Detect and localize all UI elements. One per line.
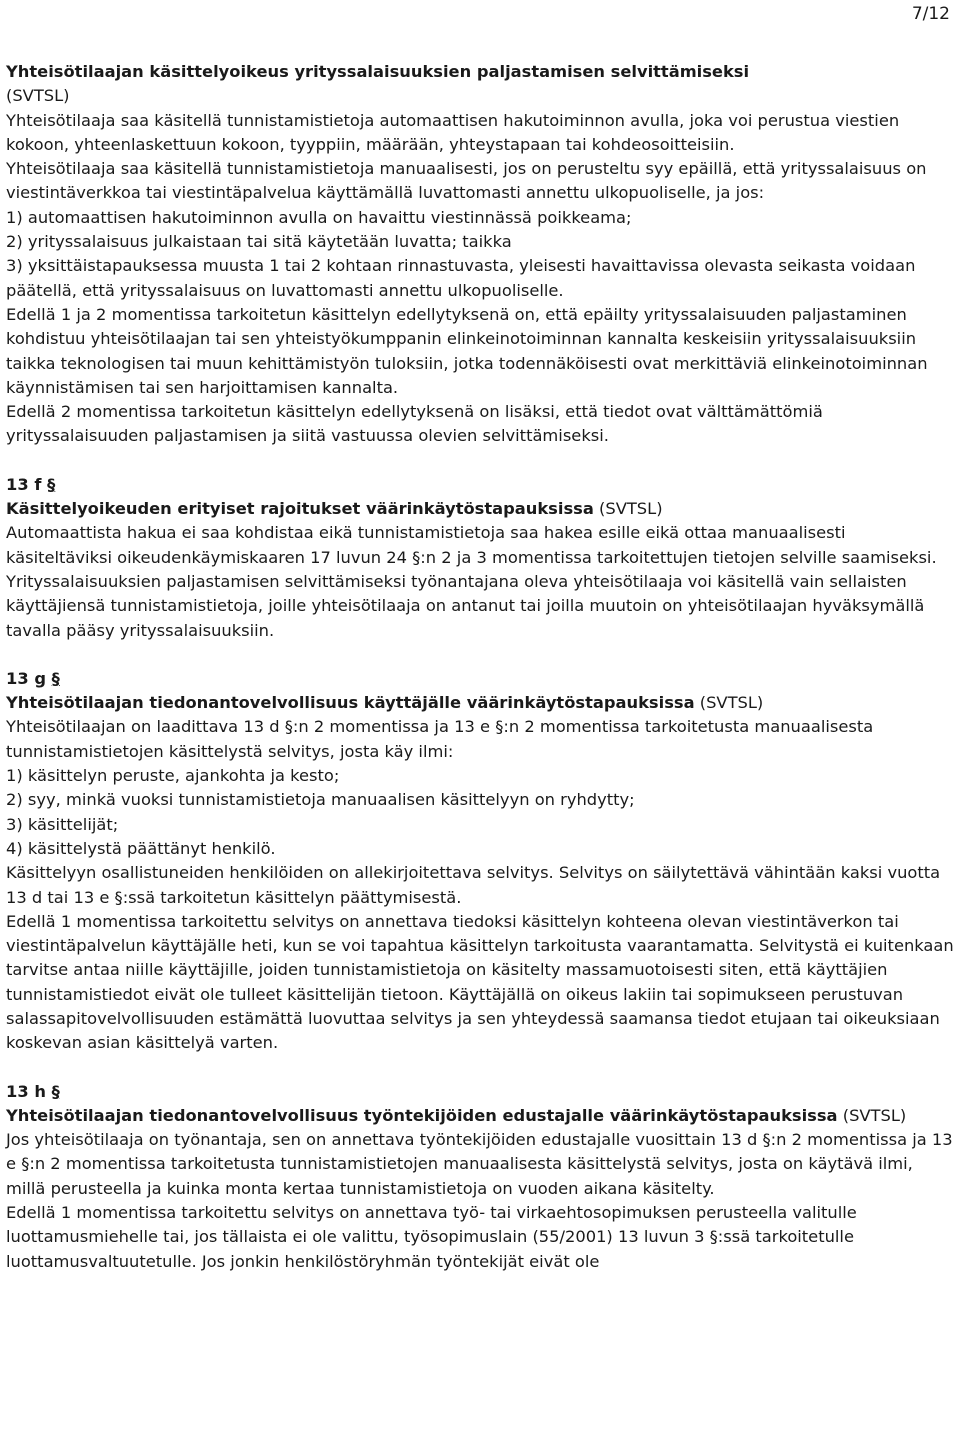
- list-item: 1) käsittelyn peruste, ajankohta ja kesto;: [6, 766, 340, 786]
- list-item: 1) automaattisen hakutoiminnon avulla on havaittu viestinnässä poikkeama;: [6, 207, 632, 227]
- list-item: 3) yksittäistapauksessa muusta 1 tai 2 kohtaan rinnastuvasta, yleisesti havaittavissa olevasta seikasta voidaan päätellä, että yrityssalaisuus on luvattomasti annettu ulkopuoliselle.: [6, 256, 916, 300]
- list-item: 2) syy, minkä vuoksi tunnistamistietoja manuaalisen käsittelyyn on ryhdytty;: [6, 790, 635, 810]
- list-item: 2) yrityssalaisuus julkaistaan tai sitä käytetään luvatta; taikka: [6, 232, 512, 252]
- section-sign: §: [51, 668, 60, 688]
- list-item: 4) käsittelystä päättänyt henkilö.: [6, 838, 276, 858]
- section-heading-13g: [6, 691, 954, 715]
- section-heading-13f: [6, 497, 954, 521]
- heading-tag: (SVTSL): [6, 86, 70, 106]
- heading-text: Yhteisötilaajan tiedonantovelvollisuus käyttäjälle väärinkäytöstapauksissa: [6, 693, 695, 713]
- paragraph: Yhteisötilaaja saa käsitellä tunnistamistietoja manuaalisesti, jos on perusteltu syy epäillä, että yrityssalaisuus on viestintäverkkoa tai viestintäpalvelua käyttämällä luvattomasti annettu ulkopuoliselle, ja jos:: [6, 159, 927, 203]
- paragraph: Automaattista hakua ei saa kohdistaa eikä tunnistamistietoja saa hakea esille eikä ottaa manuaalisesti käsiteltäviksi oikeudenkäymiskaaren 17 luvun 24 §:n 2 ja 3 momentissa tarkoitettujen tietojen selville saamiseksi.: [6, 523, 937, 567]
- heading-tag: (SVTSL): [842, 1105, 907, 1125]
- document-body: [6, 60, 954, 1274]
- heading-text: Yhteisötilaajan tiedonantovelvollisuus työntekijöiden edustajalle väärinkäytöstapauksissa: [6, 1105, 838, 1125]
- section-sign: §: [47, 474, 56, 494]
- paragraph: Edellä 1 ja 2 momentissa tarkoitetun käsittelyn edellytyksenä on, että epäilty yrityssalaisuuden paljastaminen kohdistuu yhteisötilaajan tai sen yhteistyökumppanin elinkeinotoiminnan kannalta keskeisiin yrityssalaisuuksiin taikka teknologisen tai muun kehittämistyön tuloksiin, jotka todennäköisesti ovat merkittäviä elinkeinotoiminnan käynnistämisen tai sen harjoittamisen kannalta.: [6, 304, 928, 397]
- paragraph: Yrityssalaisuuksien paljastamisen selvittämiseksi työnantajana oleva yhteisötilaaja voi käsitellä vain sellaisten käyttäjiensä tunnistamistietoja, joille yhteisötilaaja on antanut tai joilla muutoin on yhteisötilaajan hyväksymällä tavalla pääsy yrityssalaisuuksiin.: [6, 571, 925, 640]
- section-number-13h: 13 h §: [6, 1081, 60, 1101]
- section-heading-intro: [6, 60, 954, 109]
- paragraph: Edellä 1 momentissa tarkoitettu selvitys on annettava työ- tai virkaehtosopimuksen perusteella valitulle luottamusmiehelle tai, jos tällaista ei ole valittu, työsopimuslain (55/2001) 13 luvun 3 §:ssä tarkoitetulle luottamusvaltuutetulle. Jos jonkin henkilöstöryhmän työntekijät eivät ole: [6, 1203, 857, 1271]
- heading-text: Yhteisötilaajan käsittelyoikeus yrityssalaisuuksien paljastamisen selvittämiseksi: [6, 62, 750, 81]
- paragraph: Yhteisötilaaja saa käsitellä tunnistamistietoja automaattisen hakutoiminnon avulla, joka voi perustua viestien kokoon, yhteenlaskettuun kokoon, tyyppiin, määrään, yhteystapaan tai kohdeosoitteisiin.: [6, 110, 900, 154]
- heading-text: Käsittelyoikeuden erityiset rajoitukset väärinkäytöstapauksissa: [6, 499, 594, 519]
- paragraph: Yhteisötilaajan on laadittava 13 d §:n 2 momentissa ja 13 e §:n 2 momentissa tarkoitetusta manuaalisesta tunnistamistietojen käsittelystä selvitys, josta käy ilmi:: [6, 717, 874, 761]
- section-number-13f: 13 f §: [6, 474, 56, 494]
- section-heading-13h: [6, 1104, 954, 1128]
- section-number-13g: 13 g §: [6, 668, 60, 688]
- page-number: 7/12: [911, 4, 950, 24]
- paragraph: Käsittelyyn osallistuneiden henkilöiden on allekirjoitettava selvitys. Selvitys on säilytettävä vähintään kaksi vuotta 13 d tai 13 e §:ssä tarkoitetun käsittelyn päättymisestä.: [6, 863, 941, 907]
- section-sign: §: [51, 1081, 60, 1101]
- paragraph: Jos yhteisötilaaja on työnantaja, sen on annettava työntekijöiden edustajalle vuosittain 13 d §:n 2 momentissa ja 13 e §:n 2 momentissa tarkoitetusta tunnistamistietojen manuaalisesta käsittelystä selvitys, josta on käytävä ilmi, millä perusteella ja kuinka monta kertaa tunnistamistietoja on vuoden aikana käsitelty.: [6, 1130, 953, 1198]
- paragraph: Edellä 1 momentissa tarkoitettu selvitys on annettava tiedoksi käsittelyn kohteena olevan viestintäverkon tai viestintäpalvelun käyttäjälle heti, kun se voi tapahtua käsittelyn tarkoitusta vaarantamatta. Selvitystä ei kuitenkaan tarvitse antaa niille käyttäjille, joiden tunnistamistietoja on käsitelty massamuotoisesti siten, että käyttäjien tunnistamistiedot eivät ole tulleet käsittelijän tietoon. Käyttäjällä on oikeus lakiin tai sopimukseen perustuvan salassapitovelvollisuuden estämättä luovuttaa selvitys ja sen yhteydessä saamansa tiedot etujaan tai oikeuksiaan koskevan asian käsittelyä varten.: [6, 911, 954, 1053]
- heading-tag: (SVTSL): [699, 693, 764, 713]
- list-item: 3) käsittelijät;: [6, 814, 119, 834]
- heading-tag: (SVTSL): [599, 499, 663, 519]
- paragraph: Edellä 2 momentissa tarkoitetun käsittelyn edellytyksenä on lisäksi, että tiedot ovat välttämättömiä yrityssalaisuuden paljastamisen ja siitä vastuussa olevien selvittämiseksi.: [6, 402, 823, 446]
